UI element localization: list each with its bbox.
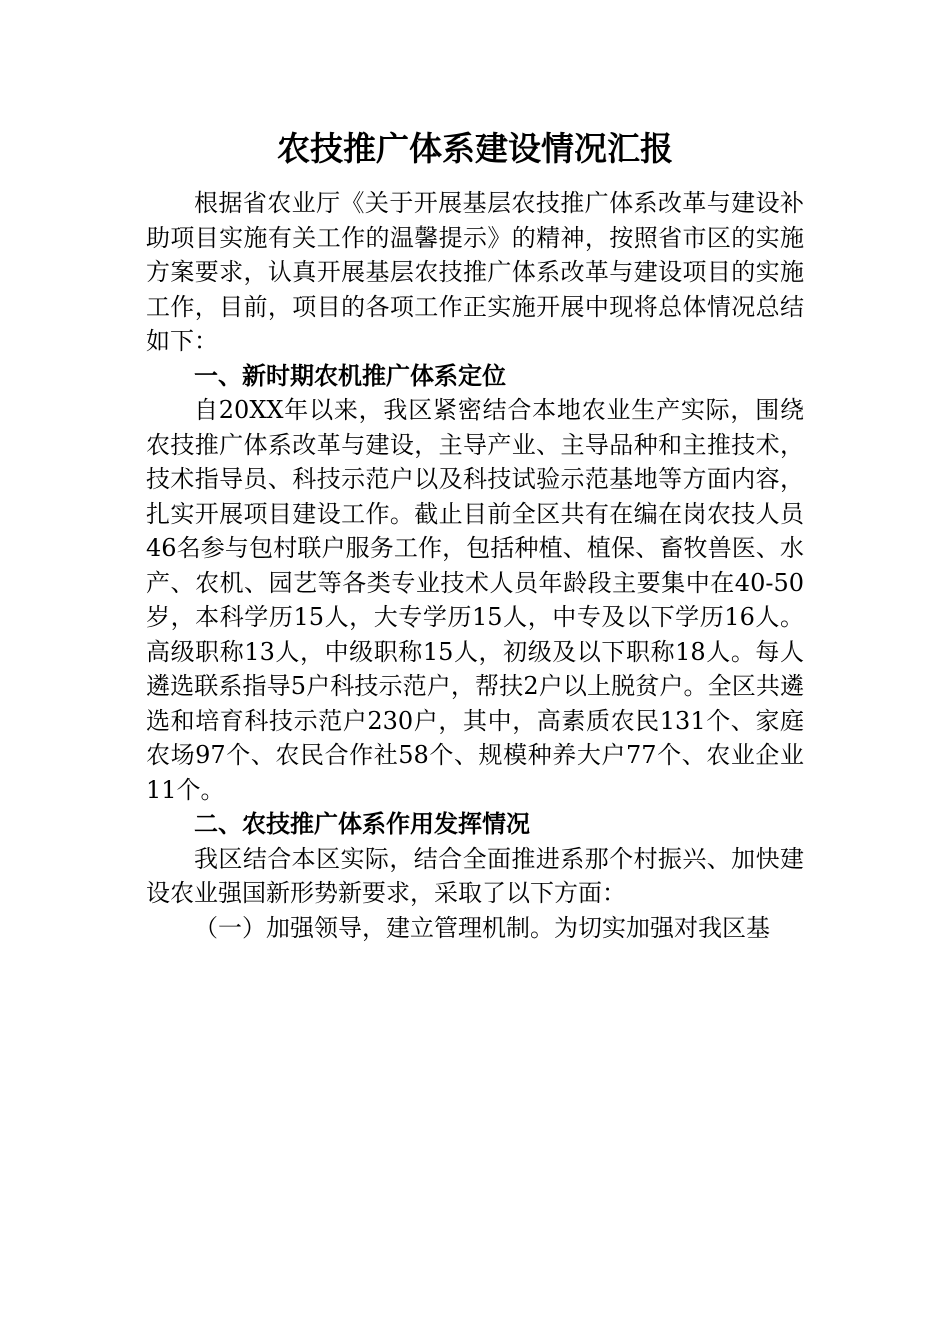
paragraph-intro: 根据省农业厅《关于开展基层农技推广体系改革与建设补助项目实施有关工作的温馨提示》的精神，按照省市区的实施方案要求，认真开展基层农技推广体系改革与建设项目的实施工作，目前，项目的各项工作正实施开展中现将总体情况总结如下： bbox=[146, 189, 804, 355]
section-heading-1: 一、新时期农机推广体系定位 bbox=[194, 361, 506, 390]
paragraph-section-1: 自20XX年以来，我区紧密结合本地农业生产实际，围绕农技推广体系改革与建设，主导产业、主导品种和主推技术，技术指导员、科技示范户以及科技试验示范基地等方面内容，扎实开展项目建设工作。截止目前全区共有在编在岗农技人员46名参与包村联户服务工作，包括种植、植保、畜牧兽医、水产、农机、园艺等各类专业技术人员年龄段主要集中在40-50岁，本科学历15人，大专学历15人，中专及以下学历16人。高级职称13人，中级职称15人，初级及以下职称18人。每人遴选联系指导5户科技示范户，帮扶2户以上脱贫户。全区共遴选和培育科技示范户230户，其中，高素质农民131个、家庭农场97个、农民合作社58个、规模种养大户77个、农业企业11个。 bbox=[146, 396, 804, 804]
document-body bbox=[146, 186, 804, 945]
paragraph-section-2: 我区结合本区实际，结合全面推进系那个村振兴、加快建设农业强国新形势新要求，采取了以下方面： bbox=[146, 844, 804, 907]
paragraph-subsection-1: （一）加强领导，建立管理机制。为切实加强对我区基 bbox=[194, 913, 770, 942]
document-title: 农技推广体系建设情况汇报 bbox=[277, 129, 673, 168]
section-heading-2: 二、农技推广体系作用发挥情况 bbox=[194, 810, 530, 838]
